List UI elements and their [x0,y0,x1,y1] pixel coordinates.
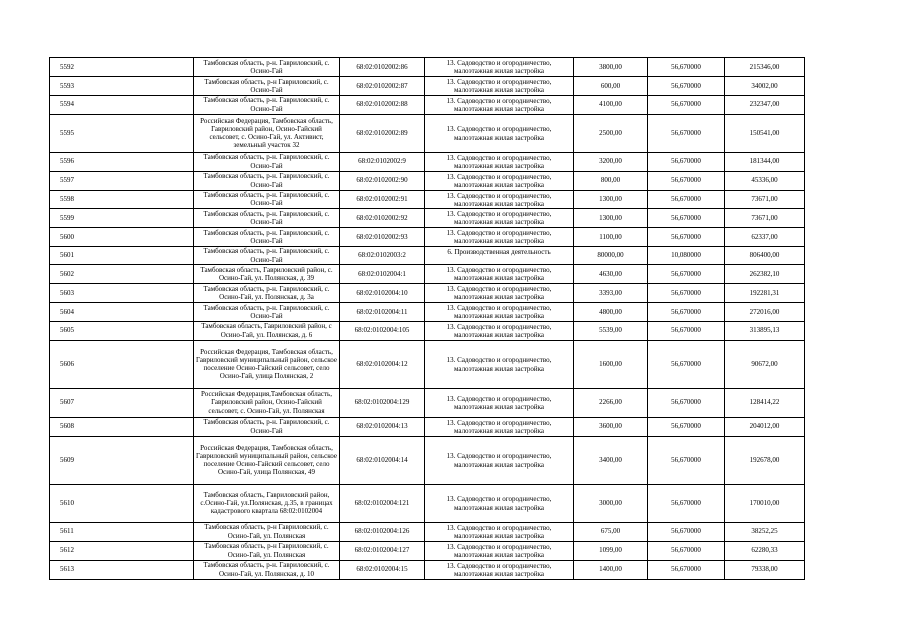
land-use-cell: 13. Садоводство и огородничество, малоэтажная жилая застройка [425,114,574,152]
table-row [50,228,805,247]
cadastral-value-cell: 232347,00 [725,95,805,114]
land-use-cell: 13. Садоводство и огородничество, малоэтажная жилая застройка [425,484,574,522]
row-number-cell: 5610 [50,484,194,522]
rate-cell: 56,670000 [648,228,725,247]
area-cell: 1100,00 [574,228,648,247]
area-cell: 3200,00 [574,152,648,171]
area-cell: 1600,00 [574,340,648,388]
area-cell: 3393,00 [574,284,648,303]
cadastral-number-cell: 68:02:0102002:9 [340,152,425,171]
address-cell: Тамбовская область, р-н. Гавриловский, с. Осино-Гай [194,58,340,77]
row-number-cell: 5598 [50,190,194,209]
land-use-cell: 13. Садоводство и огородничество, малоэтажная жилая застройка [425,95,574,114]
rate-cell: 10,080000 [648,247,725,265]
address-cell: Тамбовская область, р-н Гавриловский, с. Осино-Гай, ул. Полянская [194,522,340,541]
cadastral-number-cell: 68:02:0102004:11 [340,303,425,322]
table-row [50,171,805,190]
address-cell: Тамбовская область, р-н. Гавриловский, с. Осино-Гай, ул. Полянская, д. 3а [194,284,340,303]
cadastral-number-cell: 68:02:0102002:92 [340,209,425,228]
table-row [50,58,805,77]
cadastral-value-cell: 150541,00 [725,114,805,152]
table-row [50,284,805,303]
cadastral-value-cell: 128414,22 [725,388,805,417]
table-row [50,152,805,171]
land-use-cell: 13. Садоводство и огородничество, малоэтажная жилая застройка [425,417,574,436]
land-use-cell: 13. Садоводство и огородничество, малоэтажная жилая застройка [425,541,574,560]
rate-cell: 56,670000 [648,541,725,560]
row-number-cell: 5599 [50,209,194,228]
cadastral-number-cell: 68:02:0102002:87 [340,77,425,96]
rate-cell: 56,670000 [648,522,725,541]
row-number-cell: 5593 [50,77,194,96]
address-cell: Тамбовская область, р-н Гавриловский, с. Осино-Гай [194,77,340,96]
land-use-cell: 13. Садоводство и огородничество, малоэтажная жилая застройка [425,522,574,541]
rate-cell: 56,670000 [648,560,725,579]
cadastral-value-cell: 62280,33 [725,541,805,560]
area-cell: 4800,00 [574,303,648,322]
cadastral-number-cell: 68:02:0102002:91 [340,190,425,209]
address-cell: Тамбовская область, р-н. Гавриловский, с. Осино-Гай [194,228,340,247]
area-cell: 5539,00 [574,321,648,340]
cadastral-value-cell: 73671,00 [725,209,805,228]
cadastral-number-cell: 68:02:0102004:1 [340,265,425,284]
table-row [50,95,805,114]
area-cell: 600,00 [574,77,648,96]
land-use-cell: 13. Садоводство и огородничество, малоэтажная жилая застройка [425,58,574,77]
row-number-cell: 5611 [50,522,194,541]
cadastral-value-cell: 34002,00 [725,77,805,96]
address-cell: Тамбовская область, Гавриловский район, с. Осино-Гай, ул. Полянская, д. 39 [194,265,340,284]
table-row [50,541,805,560]
table-row [50,114,805,152]
row-number-cell: 5594 [50,95,194,114]
address-cell: Тамбовская область, р-н. Гавриловский, с. Осино-Гай [194,247,340,265]
land-use-cell: 13. Садоводство и огородничество, малоэтажная жилая застройка [425,284,574,303]
row-number-cell: 5597 [50,171,194,190]
cadastral-number-cell: 68:02:0102002:89 [340,114,425,152]
cadastral-number-cell: 68:02:0102004:12 [340,340,425,388]
land-use-cell: 13. Садоводство и огородничество, малоэтажная жилая застройка [425,321,574,340]
area-cell: 1400,00 [574,560,648,579]
cadastral-number-cell: 68:02:0102004:14 [340,436,425,484]
row-number-cell: 5595 [50,114,194,152]
cadastral-number-cell: 68:02:0102003:2 [340,247,425,265]
land-use-cell: 13. Садоводство и огородничество, малоэтажная жилая застройка [425,171,574,190]
address-cell: Российская Федерация, Тамбовская область, Гавриловский муниципальный район, сельское поселение Осино-Гайский сельсовет, село Осино-Гай, улица Полянская, 49 [194,436,340,484]
area-cell: 1300,00 [574,190,648,209]
land-use-cell: 13. Садоводство и огородничество, малоэтажная жилая застройка [425,340,574,388]
area-cell: 4100,00 [574,95,648,114]
rate-cell: 56,670000 [648,340,725,388]
area-cell: 4630,00 [574,265,648,284]
rate-cell: 56,670000 [648,58,725,77]
cadastral-value-cell: 90672,00 [725,340,805,388]
area-cell: 1099,00 [574,541,648,560]
land-use-cell: 13. Садоводство и огородничество, малоэтажная жилая застройка [425,190,574,209]
cadastral-value-cell: 79338,00 [725,560,805,579]
cadastral-value-cell: 170010,00 [725,484,805,522]
area-cell: 3400,00 [574,436,648,484]
land-use-cell: 13. Садоводство и огородничество, малоэтажная жилая застройка [425,388,574,417]
address-cell: Тамбовская область, р-н Гавриловский, с. Осино-Гай, ул. Полянская [194,541,340,560]
row-number-cell: 5606 [50,340,194,388]
table-row [50,522,805,541]
address-cell: Тамбовская область, Гавриловский район, с.Осино-Гай, ул.Полянская, д.35, в границах кадастрового квартала 68:02:0102004 [194,484,340,522]
table-row [50,247,805,265]
area-cell: 2500,00 [574,114,648,152]
rate-cell: 56,670000 [648,321,725,340]
cadastral-value-cell: 313895,13 [725,321,805,340]
rate-cell: 56,670000 [648,484,725,522]
cadastral-number-cell: 68:02:0102004:10 [340,284,425,303]
land-use-cell: 13. Садоводство и огородничество, малоэтажная жилая застройка [425,560,574,579]
row-number-cell: 5612 [50,541,194,560]
area-cell: 3800,00 [574,58,648,77]
row-number-cell: 5613 [50,560,194,579]
rate-cell: 56,670000 [648,209,725,228]
rate-cell: 56,670000 [648,417,725,436]
area-cell: 675,00 [574,522,648,541]
cadastral-number-cell: 68:02:0102002:93 [340,228,425,247]
table-row [50,340,805,388]
cadastral-value-cell: 192281,31 [725,284,805,303]
address-cell: Тамбовская область, р-н. Гавриловский, с. Осино-Гай [194,95,340,114]
land-use-cell: 13. Садоводство и огородничество, малоэтажная жилая застройка [425,152,574,171]
cadastral-value-cell: 38252,25 [725,522,805,541]
land-use-cell: 6. Производственная деятельность [425,247,574,265]
land-use-cell: 13. Садоводство и огородничество, малоэтажная жилая застройка [425,209,574,228]
cadastral-number-cell: 68:02:0102002:88 [340,95,425,114]
table-body [50,58,805,580]
address-cell: Тамбовская область, Гавриловский район, с Осино-Гай, ул. Полянская, д. 6 [194,321,340,340]
table-row [50,190,805,209]
address-cell: Российская Федерация,Тамбовская область, Гавриловский район, Осино-Гайский сельсовет, с. Осино-Гай, ул. Полянская [194,388,340,417]
address-cell: Тамбовская область, р-н. Гавриловский, с. Осино-Гай [194,417,340,436]
rate-cell: 56,670000 [648,95,725,114]
land-use-cell: 13. Садоводство и огородничество, малоэтажная жилая застройка [425,228,574,247]
land-use-cell: 13. Садоводство и огородничество, малоэтажная жилая застройка [425,303,574,322]
table-row [50,484,805,522]
area-cell: 1300,00 [574,209,648,228]
address-cell: Тамбовская область, р-н. Гавриловский, с. Осино-Гай [194,303,340,322]
table-row [50,417,805,436]
cadastral-value-cell: 73671,00 [725,190,805,209]
cadastral-value-cell: 45336,00 [725,171,805,190]
cadastral-value-cell: 62337,00 [725,228,805,247]
cadastral-value-cell: 272016,00 [725,303,805,322]
rate-cell: 56,670000 [648,114,725,152]
rate-cell: 56,670000 [648,436,725,484]
row-number-cell: 5596 [50,152,194,171]
rate-cell: 56,670000 [648,77,725,96]
cadastral-number-cell: 68:02:0102004:126 [340,522,425,541]
table-row [50,560,805,579]
land-use-cell: 13. Садоводство и огородничество, малоэтажная жилая застройка [425,77,574,96]
rate-cell: 56,670000 [648,284,725,303]
address-cell: Тамбовская область, р-н. Гавриловский, с. Осино-Гай [194,152,340,171]
row-number-cell: 5601 [50,247,194,265]
row-number-cell: 5604 [50,303,194,322]
rate-cell: 56,670000 [648,190,725,209]
address-cell: Тамбовская область, р-н. Гавриловский, с. Осино-Гай [194,171,340,190]
area-cell: 80000,00 [574,247,648,265]
cadastral-value-cell: 192678,00 [725,436,805,484]
table-row [50,303,805,322]
table-row [50,77,805,96]
row-number-cell: 5603 [50,284,194,303]
table-row [50,388,805,417]
cadastral-value-cell: 204012,00 [725,417,805,436]
row-number-cell: 5609 [50,436,194,484]
row-number-cell: 5605 [50,321,194,340]
cadastral-number-cell: 68:02:0102004:105 [340,321,425,340]
document-sheet [49,57,805,580]
cadastral-value-cell: 806400,00 [725,247,805,265]
table-row [50,321,805,340]
area-cell: 3600,00 [574,417,648,436]
address-cell: Тамбовская область, р-н. Гавриловский, с. Осино-Гай [194,190,340,209]
cadastral-number-cell: 68:02:0102002:86 [340,58,425,77]
table-row [50,436,805,484]
rate-cell: 56,670000 [648,152,725,171]
address-cell: Тамбовская область, р-н. Гавриловский, с. Осино-Гай, ул. Полянская, д. 10 [194,560,340,579]
cadastral-number-cell: 68:02:0102004:127 [340,541,425,560]
rate-cell: 56,670000 [648,303,725,322]
cadastral-value-cell: 262382,10 [725,265,805,284]
area-cell: 2266,00 [574,388,648,417]
land-use-cell: 13. Садоводство и огородничество, малоэтажная жилая застройка [425,436,574,484]
cadastral-number-cell: 68:02:0102002:90 [340,171,425,190]
row-number-cell: 5600 [50,228,194,247]
rate-cell: 56,670000 [648,265,725,284]
row-number-cell: 5608 [50,417,194,436]
cadastral-number-cell: 68:02:0102004:15 [340,560,425,579]
cadastral-valuation-table [49,57,805,580]
address-cell: Тамбовская область, р-н. Гавриловский, с. Осино-Гай [194,209,340,228]
cadastral-value-cell: 215346,00 [725,58,805,77]
row-number-cell: 5592 [50,58,194,77]
cadastral-number-cell: 68:02:0102004:121 [340,484,425,522]
rate-cell: 56,670000 [648,388,725,417]
rate-cell: 56,670000 [648,171,725,190]
table-row [50,209,805,228]
table-row [50,265,805,284]
row-number-cell: 5602 [50,265,194,284]
row-number-cell: 5607 [50,388,194,417]
land-use-cell: 13. Садоводство и огородничество, малоэтажная жилая застройка [425,265,574,284]
address-cell: Российская Федерация, Тамбовская область, Гавриловский район, Осино-Гайский сельсовет, с. Осино-Гай, ул. Активист, земельный участок 32 [194,114,340,152]
area-cell: 800,00 [574,171,648,190]
cadastral-value-cell: 181344,00 [725,152,805,171]
cadastral-number-cell: 68:02:0102004:13 [340,417,425,436]
address-cell: Российская Федерация, Тамбовская область, Гавриловский муниципальный район, сельское поселение Осино-Гайский сельсовет, село Осино-Гай, улица Полянская, 2 [194,340,340,388]
cadastral-number-cell: 68:02:0102004:129 [340,388,425,417]
area-cell: 3000,00 [574,484,648,522]
